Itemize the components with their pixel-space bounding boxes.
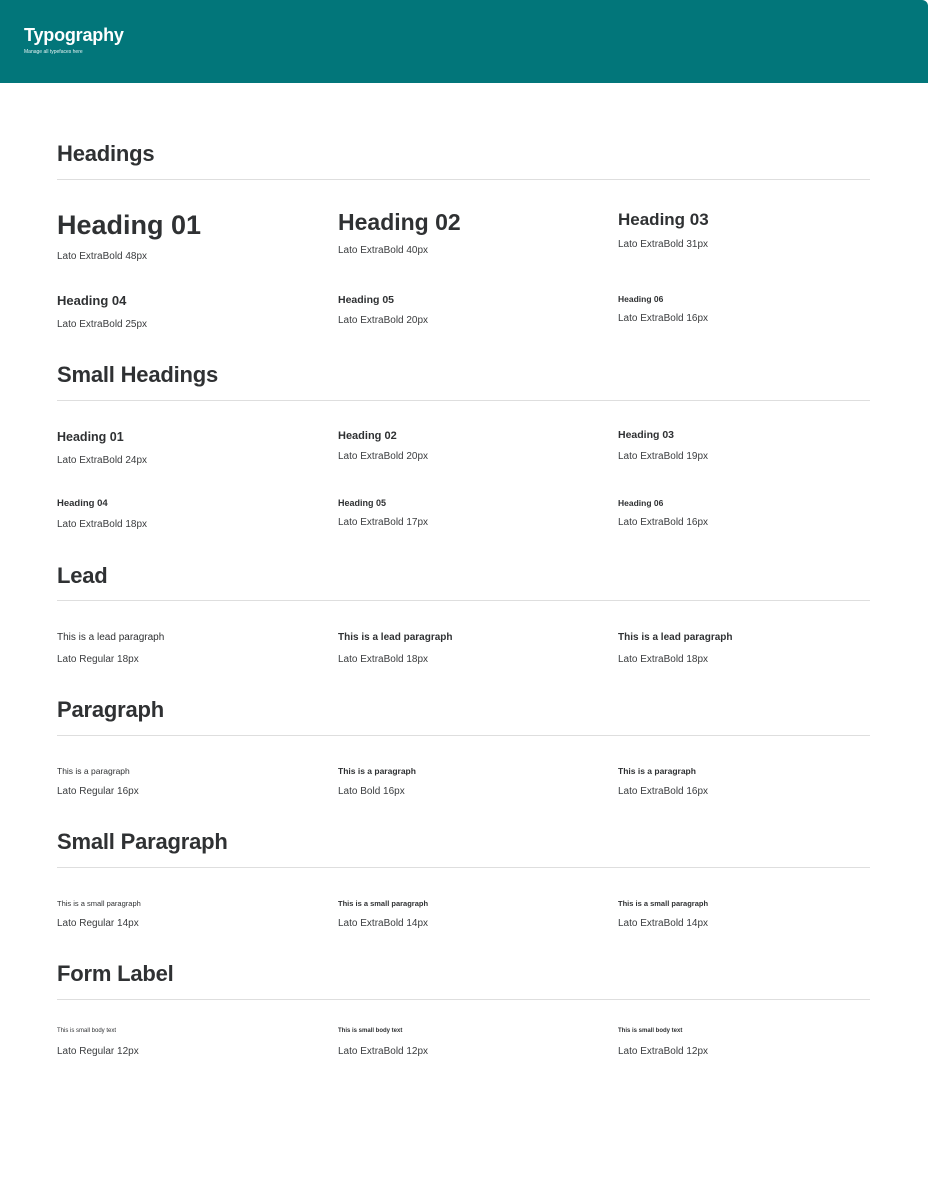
small-paragraph-extrabold-sample: This is a small paragraph [618, 899, 709, 908]
section-divider [57, 179, 870, 180]
section-title: Lead [57, 563, 108, 588]
lead-extrabold-caption: Lato ExtraBold 18px [618, 654, 709, 665]
small-heading-02-caption: Lato ExtraBold 20px [338, 451, 429, 462]
heading-03-caption: Lato ExtraBold 31px [618, 239, 709, 250]
heading-03-sample: Heading 03 [618, 210, 709, 229]
heading-05-caption: Lato ExtraBold 20px [338, 315, 429, 326]
small-paragraph-regular-caption: Lato Regular 14px [57, 918, 139, 929]
paragraph-extrabold-caption: Lato ExtraBold 16px [618, 786, 709, 797]
small-paragraph-extrabold-caption: Lato ExtraBold 14px [618, 918, 709, 929]
section-divider [57, 867, 870, 868]
small-heading-03-sample: Heading 03 [618, 429, 675, 441]
page-header [0, 0, 928, 83]
small-paragraph-extrabold-sample: This is a small paragraph [338, 899, 429, 908]
small-heading-04-sample: Heading 04 [57, 498, 108, 509]
section-divider [57, 735, 870, 736]
small-heading-05-sample: Heading 05 [338, 498, 387, 508]
small-heading-05-caption: Lato ExtraBold 17px [338, 517, 429, 528]
form-label-extrabold-caption: Lato ExtraBold 12px [338, 1046, 429, 1057]
small-heading-01-caption: Lato ExtraBold 24px [57, 455, 148, 466]
form-label-regular-sample: This is small body text [57, 1028, 117, 1034]
heading-02-caption: Lato ExtraBold 40px [338, 245, 429, 256]
lead-regular-sample: This is a lead paragraph [57, 632, 165, 643]
heading-04-sample: Heading 04 [57, 293, 127, 308]
lead-extrabold-caption: Lato ExtraBold 18px [338, 654, 429, 665]
heading-06-sample: Heading 06 [618, 294, 664, 304]
form-label-extrabold-sample: This is small body text [338, 1028, 403, 1034]
lead-extrabold-sample: This is a lead paragraph [618, 632, 733, 643]
paragraph-bold-sample: This is a paragraph [338, 766, 416, 776]
small-paragraph-extrabold-caption: Lato ExtraBold 14px [338, 918, 429, 929]
heading-06-caption: Lato ExtraBold 16px [618, 313, 709, 324]
small-heading-03-caption: Lato ExtraBold 19px [618, 451, 709, 462]
section-divider [57, 600, 870, 601]
section-divider [57, 400, 870, 401]
heading-05-sample: Heading 05 [338, 294, 395, 306]
section-title: Small Paragraph [57, 829, 228, 854]
section-title: Small Headings [57, 362, 219, 387]
small-paragraph-regular-sample: This is a small paragraph [57, 899, 141, 908]
small-heading-01-sample: Heading 01 [57, 430, 124, 444]
heading-01-caption: Lato ExtraBold 48px [57, 251, 148, 262]
section-title: Paragraph [57, 697, 165, 722]
section-title: Headings [57, 141, 155, 166]
paragraph-regular-caption: Lato Regular 16px [57, 786, 139, 797]
lead-regular-caption: Lato Regular 18px [57, 654, 139, 665]
page-title: Typography [24, 25, 124, 45]
section-title: Form Label [57, 961, 174, 986]
small-heading-06-caption: Lato ExtraBold 16px [618, 517, 709, 528]
form-label-extrabold-caption: Lato ExtraBold 12px [618, 1046, 709, 1057]
heading-02-sample: Heading 02 [338, 209, 461, 235]
paragraph-regular-sample: This is a paragraph [57, 766, 130, 776]
form-label-regular-caption: Lato Regular 12px [57, 1046, 139, 1057]
heading-04-caption: Lato ExtraBold 25px [57, 319, 148, 330]
paragraph-bold-caption: Lato Bold 16px [338, 786, 405, 797]
lead-extrabold-sample: This is a lead paragraph [338, 632, 453, 643]
small-heading-06-sample: Heading 06 [618, 498, 664, 508]
small-heading-04-caption: Lato ExtraBold 18px [57, 519, 148, 530]
small-heading-02-sample: Heading 02 [338, 430, 397, 442]
section-divider [57, 999, 870, 1000]
paragraph-extrabold-sample: This is a paragraph [618, 766, 696, 776]
page-subtitle: Manage all typefaces here [24, 49, 83, 55]
heading-01-sample: Heading 01 [57, 210, 202, 240]
form-label-extrabold-sample: This is small body text [618, 1028, 683, 1034]
